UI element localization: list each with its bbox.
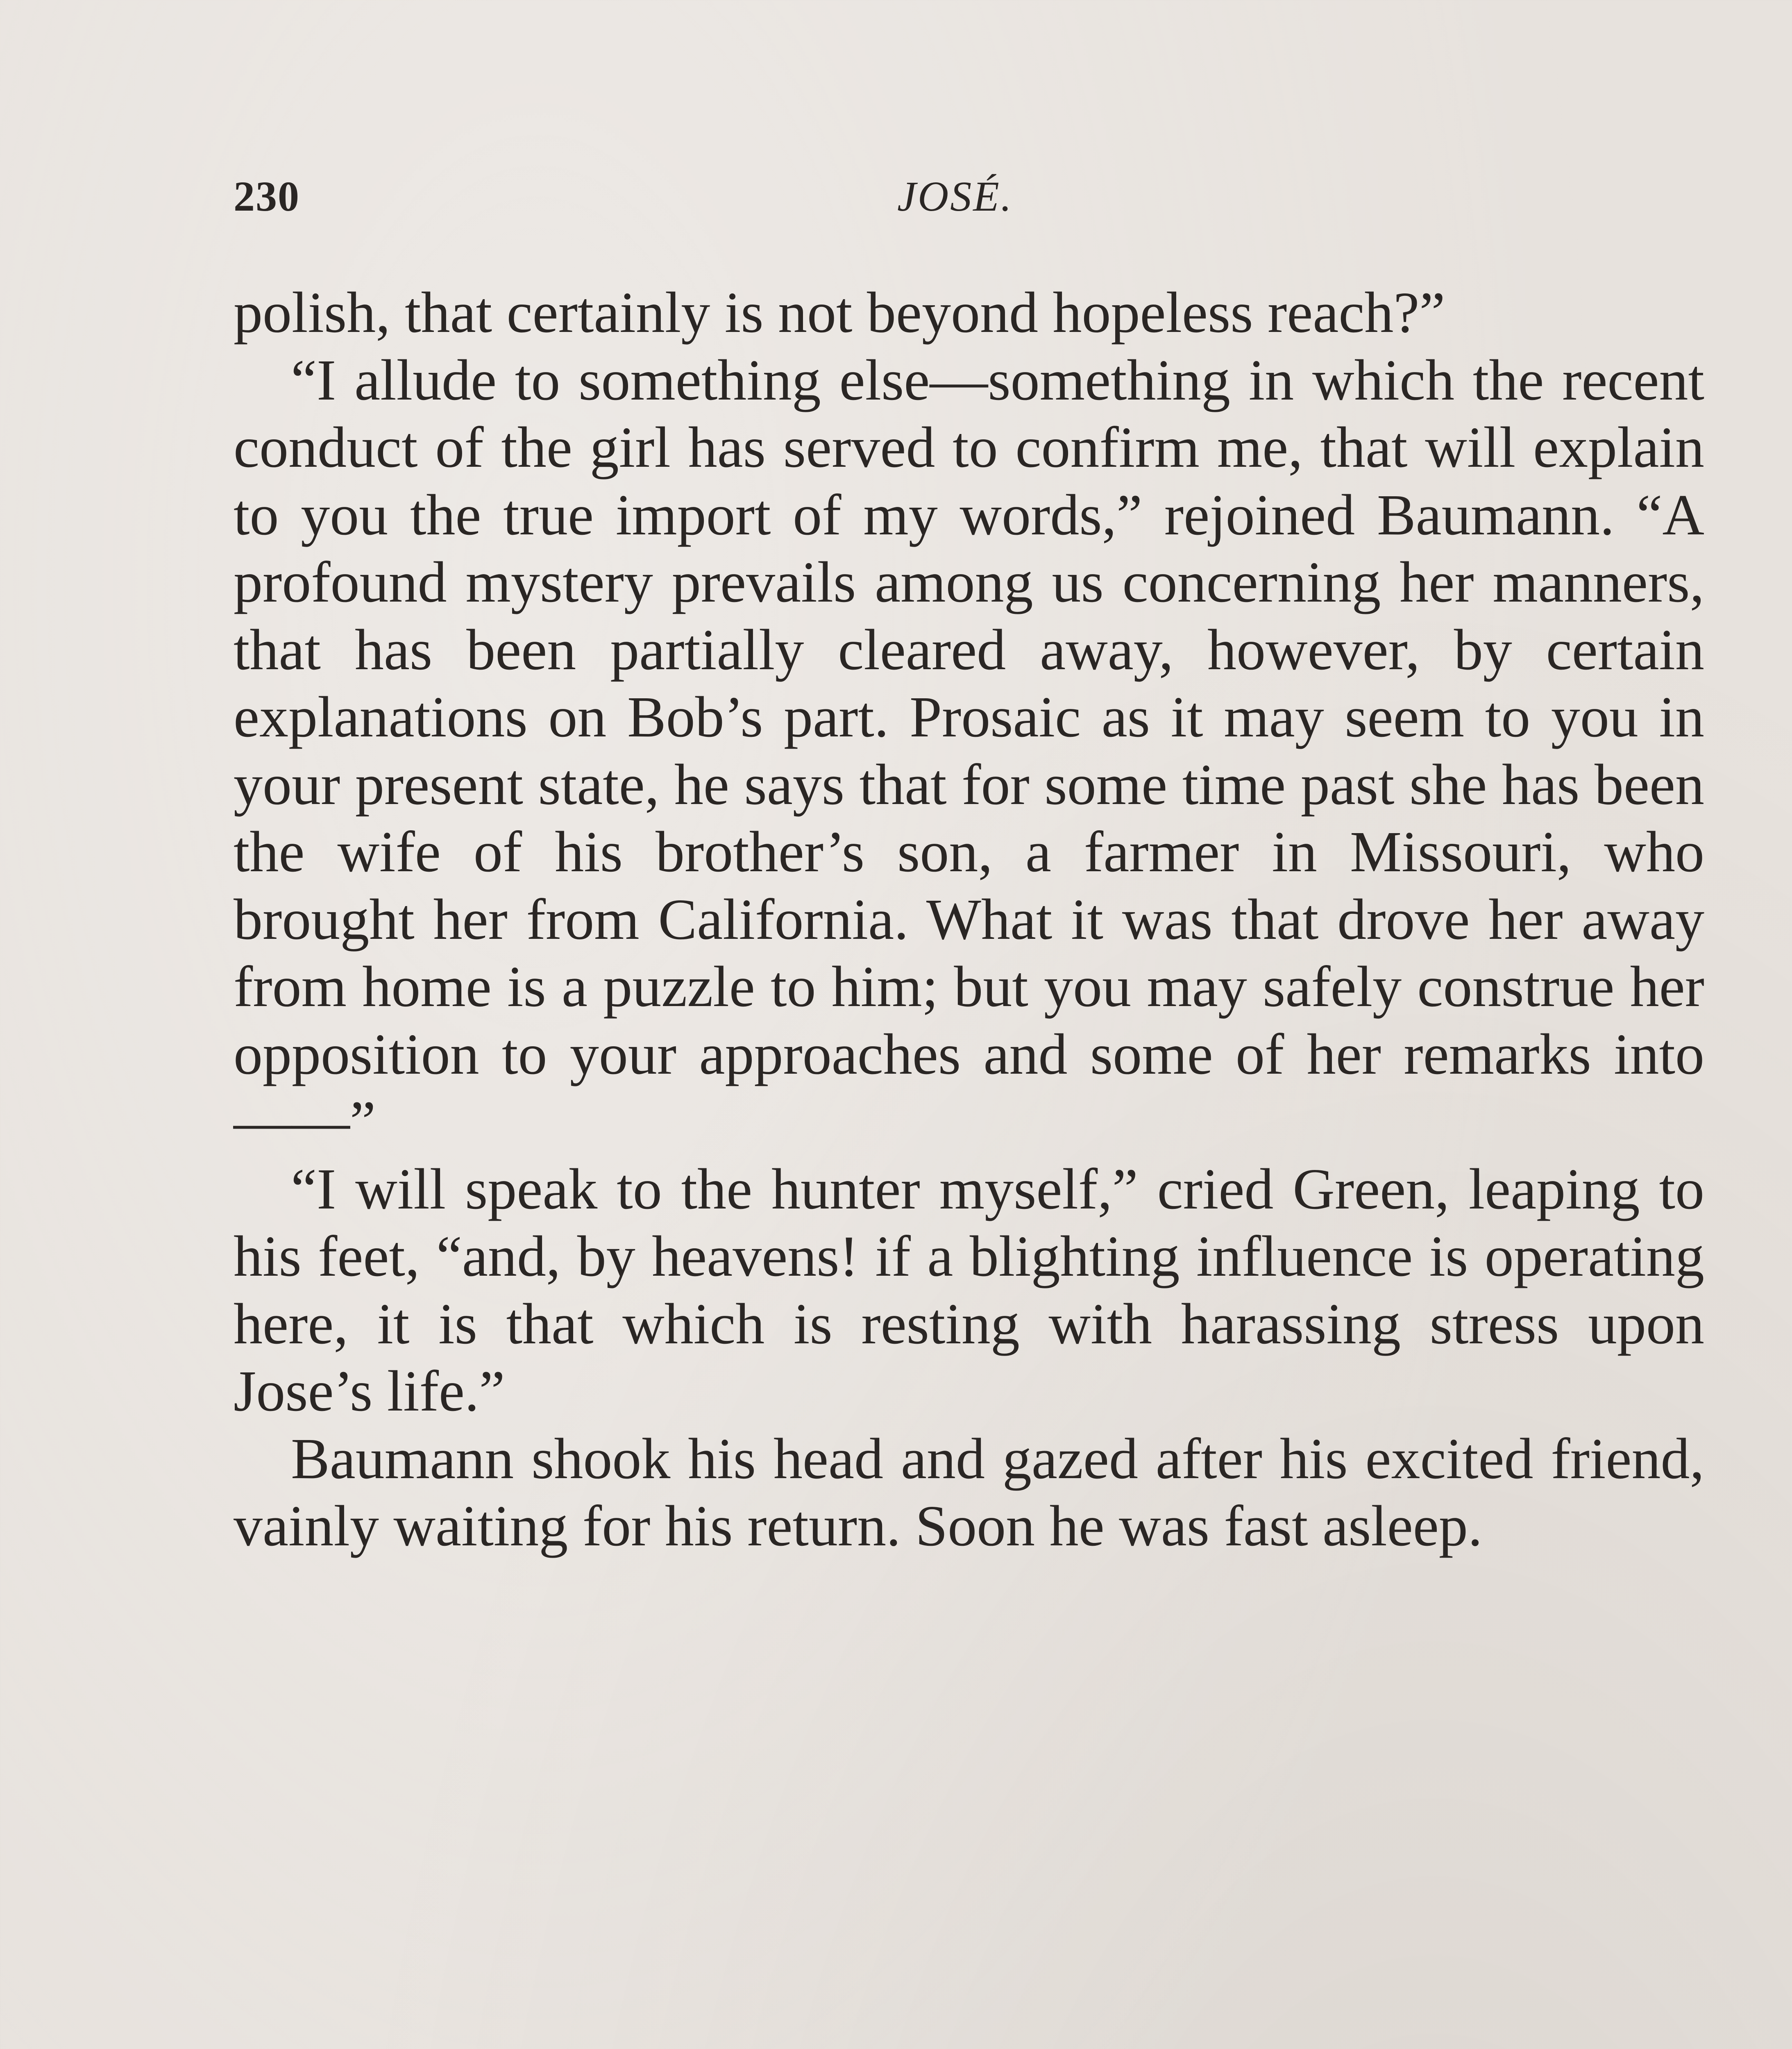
running-head xyxy=(234,172,1708,229)
running-title: JOSÉ. xyxy=(897,173,1013,220)
paragraph-1: polish, that certainly is not beyond hopeless reach?” xyxy=(234,280,1445,345)
body-text xyxy=(234,279,1704,1560)
paragraph-3: “I will speak to the hunter myself,” cried Green, leaping to his feet, “and, by heavens! if a blighting influence is operating here, it is that which is resting with harassing stress upon Jose’s life.” xyxy=(234,1156,1704,1423)
paragraph-4: Baumann shook his head and gazed after his excited friend, vainly waiting for his return. Soon he was fast asleep. xyxy=(234,1426,1704,1558)
page-number: 230 xyxy=(234,173,300,220)
paragraph-2: “I allude to something else—something in which the recent conduct of the girl has served to confirm me, that will explain to you the true import of my words,” rejoined Baumann. “A profound mystery prevails among us concerning her manners, that has been partially cleared away, however, by certain explanations on Bob’s part. Prosaic as it may seem to you in your present state, he says that for some time past she has been the wife of his brother’s son, a farmer in Missouri, who brought her from California. What it was that drove her away from home is a puzzle to him; but you may safely construe her opposition to your approaches and some of her remarks into——” xyxy=(234,347,1704,1154)
